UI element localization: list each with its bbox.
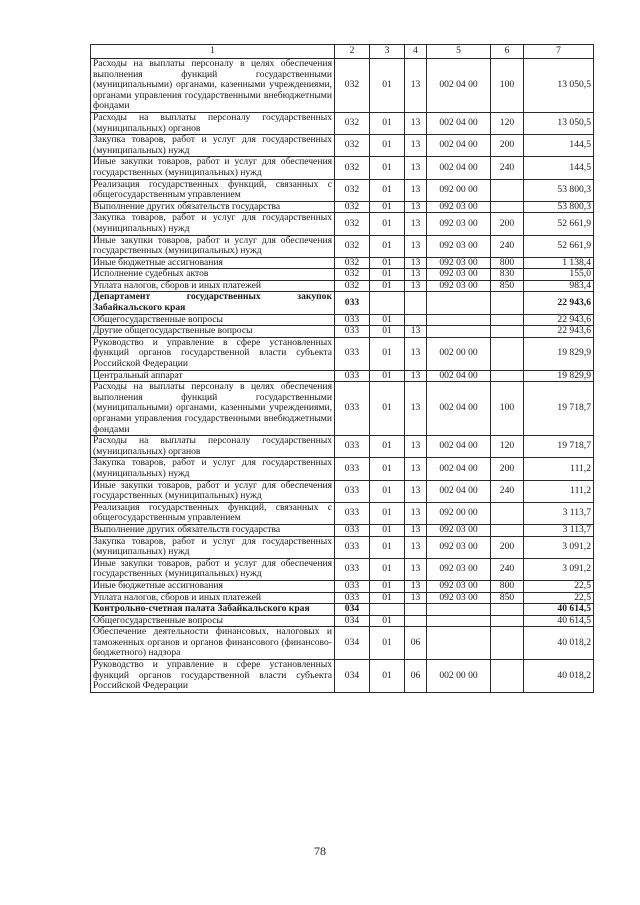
- table-row: [91, 660, 594, 693]
- table-row: [91, 558, 594, 580]
- ved-code-cell: 032: [335, 59, 370, 113]
- ved-code-cell: 033: [335, 480, 370, 502]
- amount-cell: 983,4: [524, 280, 594, 292]
- row-name-cell: Уплата налогов, сборов и иных платежей: [91, 280, 335, 292]
- row-name-cell: Расходы на выплаты персоналу государственных (муниципальных) органов: [91, 112, 335, 134]
- column-header: 1: [91, 45, 335, 59]
- expense-type-cell: 800: [491, 257, 524, 269]
- subsection-code-cell: 13: [405, 213, 427, 235]
- row-name-cell: Расходы на выплаты персоналу государственных (муниципальных) органов: [91, 436, 335, 458]
- subsection-code-cell: 13: [405, 458, 427, 480]
- amount-cell: 53 800,3: [524, 179, 594, 201]
- target-article-cell: 002 04 00: [427, 436, 491, 458]
- table-row: [91, 604, 594, 616]
- subsection-code-cell: 13: [405, 157, 427, 179]
- target-article-cell: 002 04 00: [427, 112, 491, 134]
- row-name-cell: Уплата налогов, сборов и иных платежей: [91, 592, 335, 604]
- row-name-cell: Иные закупки товаров, работ и услуг для обеспечения государственных (муниципальных) нужд: [91, 157, 335, 179]
- target-article-cell: 002 00 00: [427, 660, 491, 693]
- ved-code-cell: 034: [335, 627, 370, 660]
- section-code-cell: 01: [370, 157, 405, 179]
- expense-type-cell: [491, 524, 524, 536]
- amount-cell: 155,0: [524, 269, 594, 281]
- subsection-code-cell: 13: [405, 370, 427, 382]
- expense-type-cell: 850: [491, 592, 524, 604]
- section-code-cell: 01: [370, 580, 405, 592]
- table-row: [91, 314, 594, 326]
- ved-code-cell: 033: [335, 536, 370, 558]
- target-article-cell: 002 04 00: [427, 370, 491, 382]
- target-article-cell: 092 03 00: [427, 269, 491, 281]
- page-number: 78: [314, 844, 326, 858]
- row-name-cell: Закупка товаров, работ и услуг для государственных (муниципальных) нужд: [91, 458, 335, 480]
- subsection-code-cell: 13: [405, 59, 427, 113]
- subsection-code-cell: 13: [405, 201, 427, 213]
- table-row: [91, 157, 594, 179]
- section-code-cell: 01: [370, 660, 405, 693]
- amount-cell: 13 050,5: [524, 112, 594, 134]
- amount-cell: 3 091,2: [524, 536, 594, 558]
- row-name-cell: Реализация государственных функций, связанных с общегосударственным управлением: [91, 179, 335, 201]
- section-code-cell: 01: [370, 280, 405, 292]
- table-row: [91, 326, 594, 338]
- target-article-cell: 092 03 00: [427, 524, 491, 536]
- amount-cell: 144,5: [524, 157, 594, 179]
- subsection-code-cell: 13: [405, 558, 427, 580]
- ved-code-cell: 032: [335, 213, 370, 235]
- ved-code-cell: 033: [335, 458, 370, 480]
- table-row: [91, 59, 594, 113]
- row-name-cell: Общегосударственные вопросы: [91, 615, 335, 627]
- ved-code-cell: 033: [335, 382, 370, 436]
- amount-cell: 53 800,3: [524, 201, 594, 213]
- target-article-cell: 092 03 00: [427, 201, 491, 213]
- section-code-cell: 01: [370, 615, 405, 627]
- column-header: 4: [405, 45, 427, 59]
- ved-code-cell: 033: [335, 337, 370, 370]
- expense-type-cell: 100: [491, 59, 524, 113]
- amount-cell: 22 943,6: [524, 292, 594, 314]
- table-row: [91, 580, 594, 592]
- target-article-cell: [427, 314, 491, 326]
- ved-code-cell: 033: [335, 580, 370, 592]
- section-code-cell: 01: [370, 370, 405, 382]
- row-name-cell: Исполнение судебных актов: [91, 269, 335, 281]
- expense-type-cell: 240: [491, 558, 524, 580]
- row-name-cell: Обеспечение деятельности финансовых, налоговых и таможенных органов и органов финансового (финансово-бюджетного) надзора: [91, 627, 335, 660]
- amount-cell: 19 718,7: [524, 436, 594, 458]
- target-article-cell: [427, 615, 491, 627]
- ved-code-cell: 032: [335, 112, 370, 134]
- section-code-cell: 01: [370, 112, 405, 134]
- table-body: [91, 59, 594, 693]
- target-article-cell: 002 04 00: [427, 382, 491, 436]
- table-row: [91, 292, 594, 314]
- expense-type-cell: 240: [491, 235, 524, 257]
- target-article-cell: 002 04 00: [427, 157, 491, 179]
- row-name-cell: Реализация государственных функций, связанных с общегосударственным управлением: [91, 502, 335, 524]
- expense-type-cell: [491, 201, 524, 213]
- section-code-cell: 01: [370, 592, 405, 604]
- target-article-cell: 092 00 00: [427, 502, 491, 524]
- row-name-cell: Другие общегосударственные вопросы: [91, 326, 335, 338]
- target-article-cell: 092 03 00: [427, 580, 491, 592]
- amount-cell: 19 718,7: [524, 382, 594, 436]
- section-code-cell: 01: [370, 382, 405, 436]
- table-row: [91, 179, 594, 201]
- expense-type-cell: 200: [491, 213, 524, 235]
- amount-cell: 22,5: [524, 580, 594, 592]
- amount-cell: 3 113,7: [524, 524, 594, 536]
- row-name-cell: Выполнение других обязательств государства: [91, 524, 335, 536]
- row-name-cell: Руководство и управление в сфере установленных функций органов государственной власти субъекта Российской Федерации: [91, 337, 335, 370]
- amount-cell: 40 614,5: [524, 615, 594, 627]
- table-row: [91, 627, 594, 660]
- ved-code-cell: 034: [335, 615, 370, 627]
- ved-code-cell: 032: [335, 257, 370, 269]
- target-article-cell: 092 03 00: [427, 257, 491, 269]
- row-name-cell: Расходы на выплаты персоналу в целях обеспечения выполнения функций государственными (муниципальными) органами, казенными учреждениями, органами управления государственными внебюджетными фондами: [91, 382, 335, 436]
- expense-type-cell: [491, 292, 524, 314]
- expense-type-cell: 800: [491, 580, 524, 592]
- expense-type-cell: 100: [491, 382, 524, 436]
- amount-cell: 22 943,6: [524, 326, 594, 338]
- section-code-cell: 01: [370, 179, 405, 201]
- table-row: [91, 370, 594, 382]
- subsection-code-cell: 13: [405, 524, 427, 536]
- target-article-cell: [427, 627, 491, 660]
- ved-code-cell: 034: [335, 604, 370, 616]
- table-row: [91, 592, 594, 604]
- section-code-cell: 01: [370, 235, 405, 257]
- table-row: [91, 382, 594, 436]
- target-article-cell: 002 00 00: [427, 337, 491, 370]
- subsection-code-cell: 13: [405, 112, 427, 134]
- column-header: 7: [524, 45, 594, 59]
- subsection-code-cell: 13: [405, 592, 427, 604]
- table-row: [91, 269, 594, 281]
- section-code-cell: 01: [370, 213, 405, 235]
- table-row: [91, 337, 594, 370]
- amount-cell: 19 829,9: [524, 370, 594, 382]
- expense-type-cell: 240: [491, 480, 524, 502]
- target-article-cell: 092 03 00: [427, 558, 491, 580]
- amount-cell: 19 829,9: [524, 337, 594, 370]
- target-article-cell: [427, 326, 491, 338]
- section-code-cell: 01: [370, 269, 405, 281]
- subsection-code-cell: 13: [405, 536, 427, 558]
- subsection-code-cell: [405, 604, 427, 616]
- expense-type-cell: [491, 326, 524, 338]
- section-code-cell: [370, 292, 405, 314]
- subsection-code-cell: 13: [405, 135, 427, 157]
- subsection-code-cell: 13: [405, 235, 427, 257]
- ved-code-cell: 034: [335, 660, 370, 693]
- expense-type-cell: [491, 660, 524, 693]
- expense-type-cell: [491, 604, 524, 616]
- column-header: 5: [427, 45, 491, 59]
- target-article-cell: 092 03 00: [427, 213, 491, 235]
- table-row: [91, 436, 594, 458]
- ved-code-cell: 033: [335, 326, 370, 338]
- target-article-cell: 092 03 00: [427, 235, 491, 257]
- expense-type-cell: 200: [491, 135, 524, 157]
- ved-code-cell: 033: [335, 592, 370, 604]
- amount-cell: 1 138,4: [524, 257, 594, 269]
- table-row: [91, 458, 594, 480]
- row-name-cell: Закупка товаров, работ и услуг для государственных (муниципальных) нужд: [91, 213, 335, 235]
- section-code-cell: 01: [370, 326, 405, 338]
- amount-cell: 111,2: [524, 480, 594, 502]
- table-row: [91, 213, 594, 235]
- ved-code-cell: 032: [335, 135, 370, 157]
- amount-cell: 3 091,2: [524, 558, 594, 580]
- amount-cell: 40 614,5: [524, 604, 594, 616]
- ved-code-cell: 032: [335, 269, 370, 281]
- table-row: [91, 235, 594, 257]
- expense-type-cell: [491, 627, 524, 660]
- row-name-cell: Расходы на выплаты персоналу в целях обеспечения выполнения функций государственными (муниципальными) органами, казенными учреждениями, органами управления государственными внебюджетными фондами: [91, 59, 335, 113]
- expense-type-cell: 120: [491, 436, 524, 458]
- amount-cell: 111,2: [524, 458, 594, 480]
- budget-table: [90, 44, 594, 693]
- ved-code-cell: 033: [335, 502, 370, 524]
- row-name-cell: Иные закупки товаров, работ и услуг для обеспечения государственных (муниципальных) нужд: [91, 480, 335, 502]
- ved-code-cell: 032: [335, 157, 370, 179]
- section-code-cell: 01: [370, 59, 405, 113]
- table-row: [91, 135, 594, 157]
- amount-cell: 52 661,9: [524, 213, 594, 235]
- section-code-cell: 01: [370, 314, 405, 326]
- column-header: 2: [335, 45, 370, 59]
- section-code-cell: 01: [370, 627, 405, 660]
- row-name-cell: Закупка товаров, работ и услуг для государственных (муниципальных) нужд: [91, 135, 335, 157]
- row-name-cell: Контрольно-счетная палата Забайкальского края: [91, 604, 335, 616]
- ved-code-cell: 033: [335, 292, 370, 314]
- target-article-cell: 002 04 00: [427, 458, 491, 480]
- row-name-cell: Иные бюджетные ассигнования: [91, 580, 335, 592]
- row-name-cell: Руководство и управление в сфере установленных функций органов государственной власти субъекта Российской Федерации: [91, 660, 335, 693]
- subsection-code-cell: 13: [405, 502, 427, 524]
- expense-type-cell: [491, 502, 524, 524]
- subsection-code-cell: 13: [405, 480, 427, 502]
- amount-cell: 40 018,2: [524, 627, 594, 660]
- subsection-code-cell: 13: [405, 269, 427, 281]
- expense-type-cell: 200: [491, 536, 524, 558]
- subsection-code-cell: 13: [405, 326, 427, 338]
- table-row: [91, 480, 594, 502]
- table-row: [91, 536, 594, 558]
- table-row: [91, 502, 594, 524]
- table-row: [91, 615, 594, 627]
- row-name-cell: Иные закупки товаров, работ и услуг для обеспечения государственных (муниципальных) нужд: [91, 558, 335, 580]
- ved-code-cell: 033: [335, 524, 370, 536]
- expense-type-cell: 240: [491, 157, 524, 179]
- section-code-cell: 01: [370, 480, 405, 502]
- subsection-code-cell: 13: [405, 257, 427, 269]
- row-name-cell: Центральный аппарат: [91, 370, 335, 382]
- amount-cell: 52 661,9: [524, 235, 594, 257]
- table-row: [91, 201, 594, 213]
- amount-cell: 40 018,2: [524, 660, 594, 693]
- ved-code-cell: 033: [335, 370, 370, 382]
- section-code-cell: [370, 604, 405, 616]
- ved-code-cell: 033: [335, 558, 370, 580]
- amount-cell: 22,5: [524, 592, 594, 604]
- subsection-code-cell: 13: [405, 337, 427, 370]
- table-row: [91, 257, 594, 269]
- subsection-code-cell: 13: [405, 580, 427, 592]
- ved-code-cell: 032: [335, 201, 370, 213]
- table-row: [91, 280, 594, 292]
- amount-cell: 3 113,7: [524, 502, 594, 524]
- row-name-cell: Закупка товаров, работ и услуг для государственных (муниципальных) нужд: [91, 536, 335, 558]
- row-name-cell: Иные бюджетные ассигнования: [91, 257, 335, 269]
- amount-cell: 144,5: [524, 135, 594, 157]
- section-code-cell: 01: [370, 337, 405, 370]
- target-article-cell: 092 03 00: [427, 280, 491, 292]
- subsection-code-cell: 13: [405, 179, 427, 201]
- table-row: [91, 112, 594, 134]
- column-header: 3: [370, 45, 405, 59]
- expense-type-cell: [491, 370, 524, 382]
- target-article-cell: 002 04 00: [427, 59, 491, 113]
- expense-type-cell: [491, 337, 524, 370]
- expense-type-cell: [491, 179, 524, 201]
- section-code-cell: 01: [370, 558, 405, 580]
- amount-cell: 13 050,5: [524, 59, 594, 113]
- subsection-code-cell: [405, 292, 427, 314]
- amount-cell: 22 943,6: [524, 314, 594, 326]
- expense-type-cell: [491, 615, 524, 627]
- target-article-cell: 092 00 00: [427, 179, 491, 201]
- target-article-cell: [427, 292, 491, 314]
- ved-code-cell: 033: [335, 436, 370, 458]
- row-name-cell: Выполнение других обязательств государства: [91, 201, 335, 213]
- section-code-cell: 01: [370, 502, 405, 524]
- subsection-code-cell: 13: [405, 382, 427, 436]
- expense-type-cell: 830: [491, 269, 524, 281]
- target-article-cell: 002 04 00: [427, 135, 491, 157]
- expense-type-cell: [491, 314, 524, 326]
- ved-code-cell: 032: [335, 280, 370, 292]
- row-name-cell: Иные закупки товаров, работ и услуг для обеспечения государственных (муниципальных) нужд: [91, 235, 335, 257]
- ved-code-cell: 032: [335, 235, 370, 257]
- section-code-cell: 01: [370, 536, 405, 558]
- subsection-code-cell: 13: [405, 280, 427, 292]
- target-article-cell: 092 03 00: [427, 536, 491, 558]
- section-code-cell: 01: [370, 201, 405, 213]
- section-code-cell: 01: [370, 436, 405, 458]
- section-code-cell: 01: [370, 524, 405, 536]
- row-name-cell: Департамент государственных закупок Забайкальского края: [91, 292, 335, 314]
- section-code-cell: 01: [370, 257, 405, 269]
- table-row: [91, 524, 594, 536]
- expense-type-cell: 120: [491, 112, 524, 134]
- ved-code-cell: 032: [335, 179, 370, 201]
- subsection-code-cell: 06: [405, 660, 427, 693]
- subsection-code-cell: 13: [405, 436, 427, 458]
- target-article-cell: 002 04 00: [427, 480, 491, 502]
- subsection-code-cell: [405, 314, 427, 326]
- expense-type-cell: 200: [491, 458, 524, 480]
- subsection-code-cell: [405, 615, 427, 627]
- column-header: 6: [491, 45, 524, 59]
- header-row: [91, 45, 594, 59]
- target-article-cell: 092 03 00: [427, 592, 491, 604]
- section-code-cell: 01: [370, 458, 405, 480]
- target-article-cell: [427, 604, 491, 616]
- expense-type-cell: 850: [491, 280, 524, 292]
- subsection-code-cell: 06: [405, 627, 427, 660]
- section-code-cell: 01: [370, 135, 405, 157]
- ved-code-cell: 033: [335, 314, 370, 326]
- row-name-cell: Общегосударственные вопросы: [91, 314, 335, 326]
